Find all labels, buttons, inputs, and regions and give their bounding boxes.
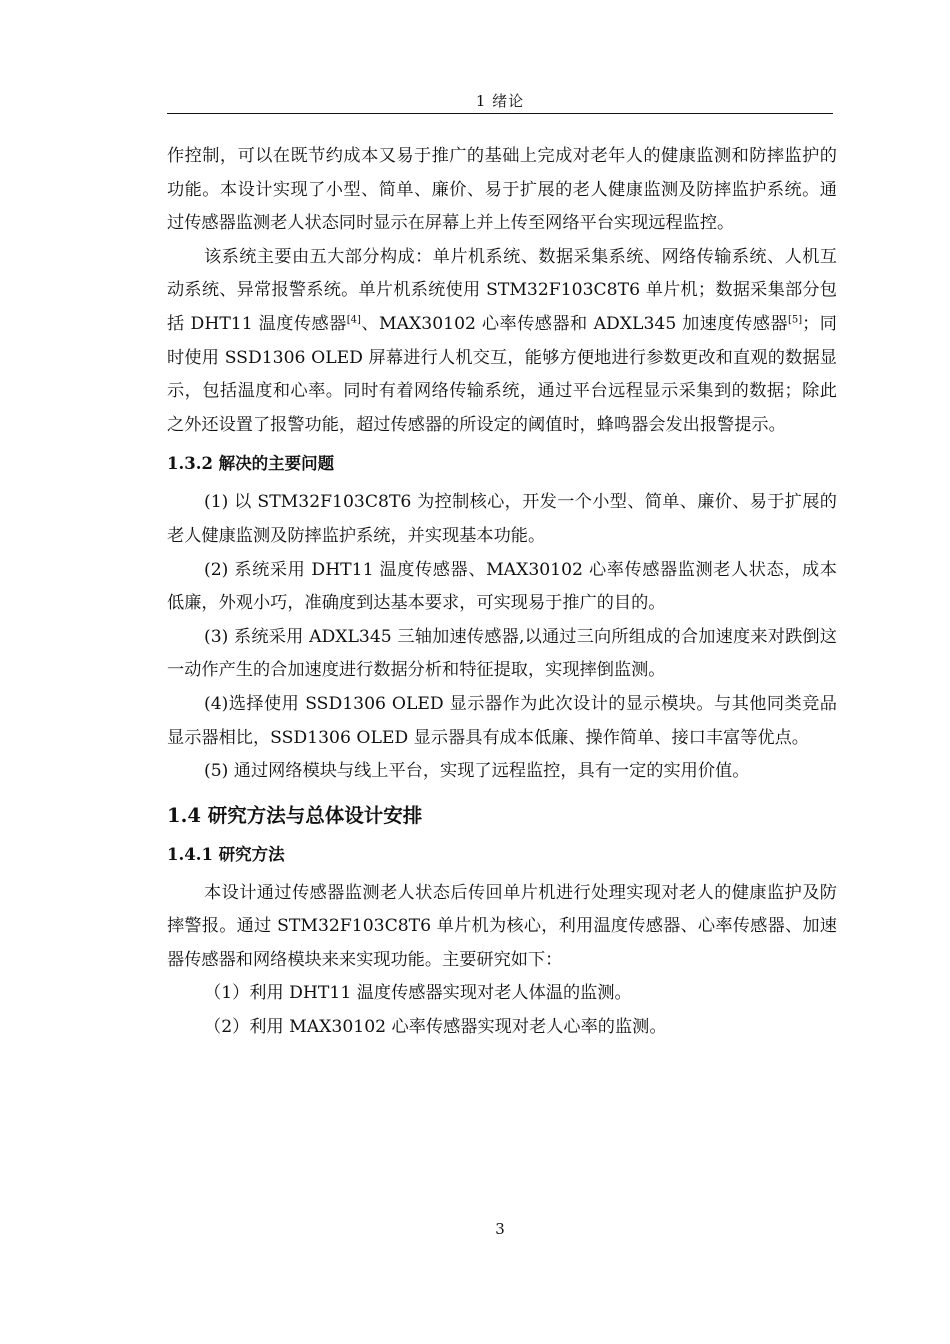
paragraph-system-overview — [167, 241, 837, 443]
citation-ref-4: [4] — [346, 314, 361, 326]
paragraph-continuation: 作控制，可以在既节约成本又易于推广的基础上完成对老年人的健康监测和防摔监护的功能。本设计实现了小型、简单、廉价、易于扩展的老人健康监测及防摔监护系统。通过传感器监测老人状态同时显示在屏幕上并上传至网络平台实现远程监控。 — [167, 146, 837, 234]
citation-ref-5: [5] — [788, 314, 803, 326]
overview-text-part-2: 、MAX30102 心率传感器和 ADXL345 加速度传感器 — [360, 313, 788, 334]
heading-1-4-1: 1.4.1 研究方法 — [167, 844, 285, 864]
page-body — [167, 140, 837, 1045]
methods-item-1: （1）利用 DHT11 温度传感器实现对老人体温的监测。 — [204, 983, 632, 1004]
problem-item-3: (3) 系统采用 ADXL345 三轴加速传感器,以通过三向所组成的合加速度来对跌倒这一动作产生的合加速度进行数据分析和特征提取，实现摔倒监测。 — [167, 626, 837, 681]
problem-item-1: (1) 以 STM32F103C8T6 为控制核心，开发一个小型、简单、廉价、易于扩展的老人健康监测及防摔监护系统，并实现基本功能。 — [167, 492, 837, 546]
overview-text-part-3: ；同时使用 SSD1306 OLED 屏幕进行人机交互，能够方便地进行参数更改和直观的数据显示，包括温度和心率。同时有着网络传输系统，通过平台远程显示采集到的数据；除此之外还设置了报警功能，超过传感器的所设定的阈值时，蜂鸣器会发出报警提示。 — [167, 313, 837, 435]
problem-item-2: (2) 系统采用 DHT11 温度传感器、MAX30102 心率传感器监测老人状态，成本低廉，外观小巧，准确度到达基本要求，可实现易于推广的目的。 — [167, 559, 837, 614]
header-rule — [167, 113, 833, 114]
heading-1-3-2: 1.3.2 解决的主要问题 — [167, 454, 335, 474]
methods-intro: 本设计通过传感器监测老人状态后传回单片机进行处理实现对老人的健康监护及防摔警报。通过 STM32F103C8T6 单片机为核心，利用温度传感器、心率传感器、加速器传感器和网络模块来来实现功能。主要研究如下： — [167, 882, 837, 970]
problem-item-4: (4)选择使用 SSD1306 OLED 显示器作为此次设计的显示模块。与其他同类竞品显示器相比，SSD1306 OLED 显示器具有成本低廉、操作简单、接口丰富等优点。 — [167, 693, 837, 748]
methods-item-2: （2）利用 MAX30102 心率传感器实现对老人心率的监测。 — [204, 1017, 667, 1038]
problem-item-5: (5) 通过网络模块与线上平台，实现了远程监控，具有一定的实用价值。 — [204, 761, 750, 782]
page-number: 3 — [495, 1220, 505, 1238]
running-header: 1 绪论 — [475, 92, 525, 110]
heading-1-4: 1.4 研究方法与总体设计安排 — [167, 803, 423, 827]
overview-text-part-1: 该系统主要由五大部分构成：单片机系统、数据采集系统、网络传输系统、人机互动系统、异常报警系统。单片机系统使用 STM32F103C8T6 单片机；数据采集部分包括 DHT11 温度传感器 — [167, 246, 837, 334]
